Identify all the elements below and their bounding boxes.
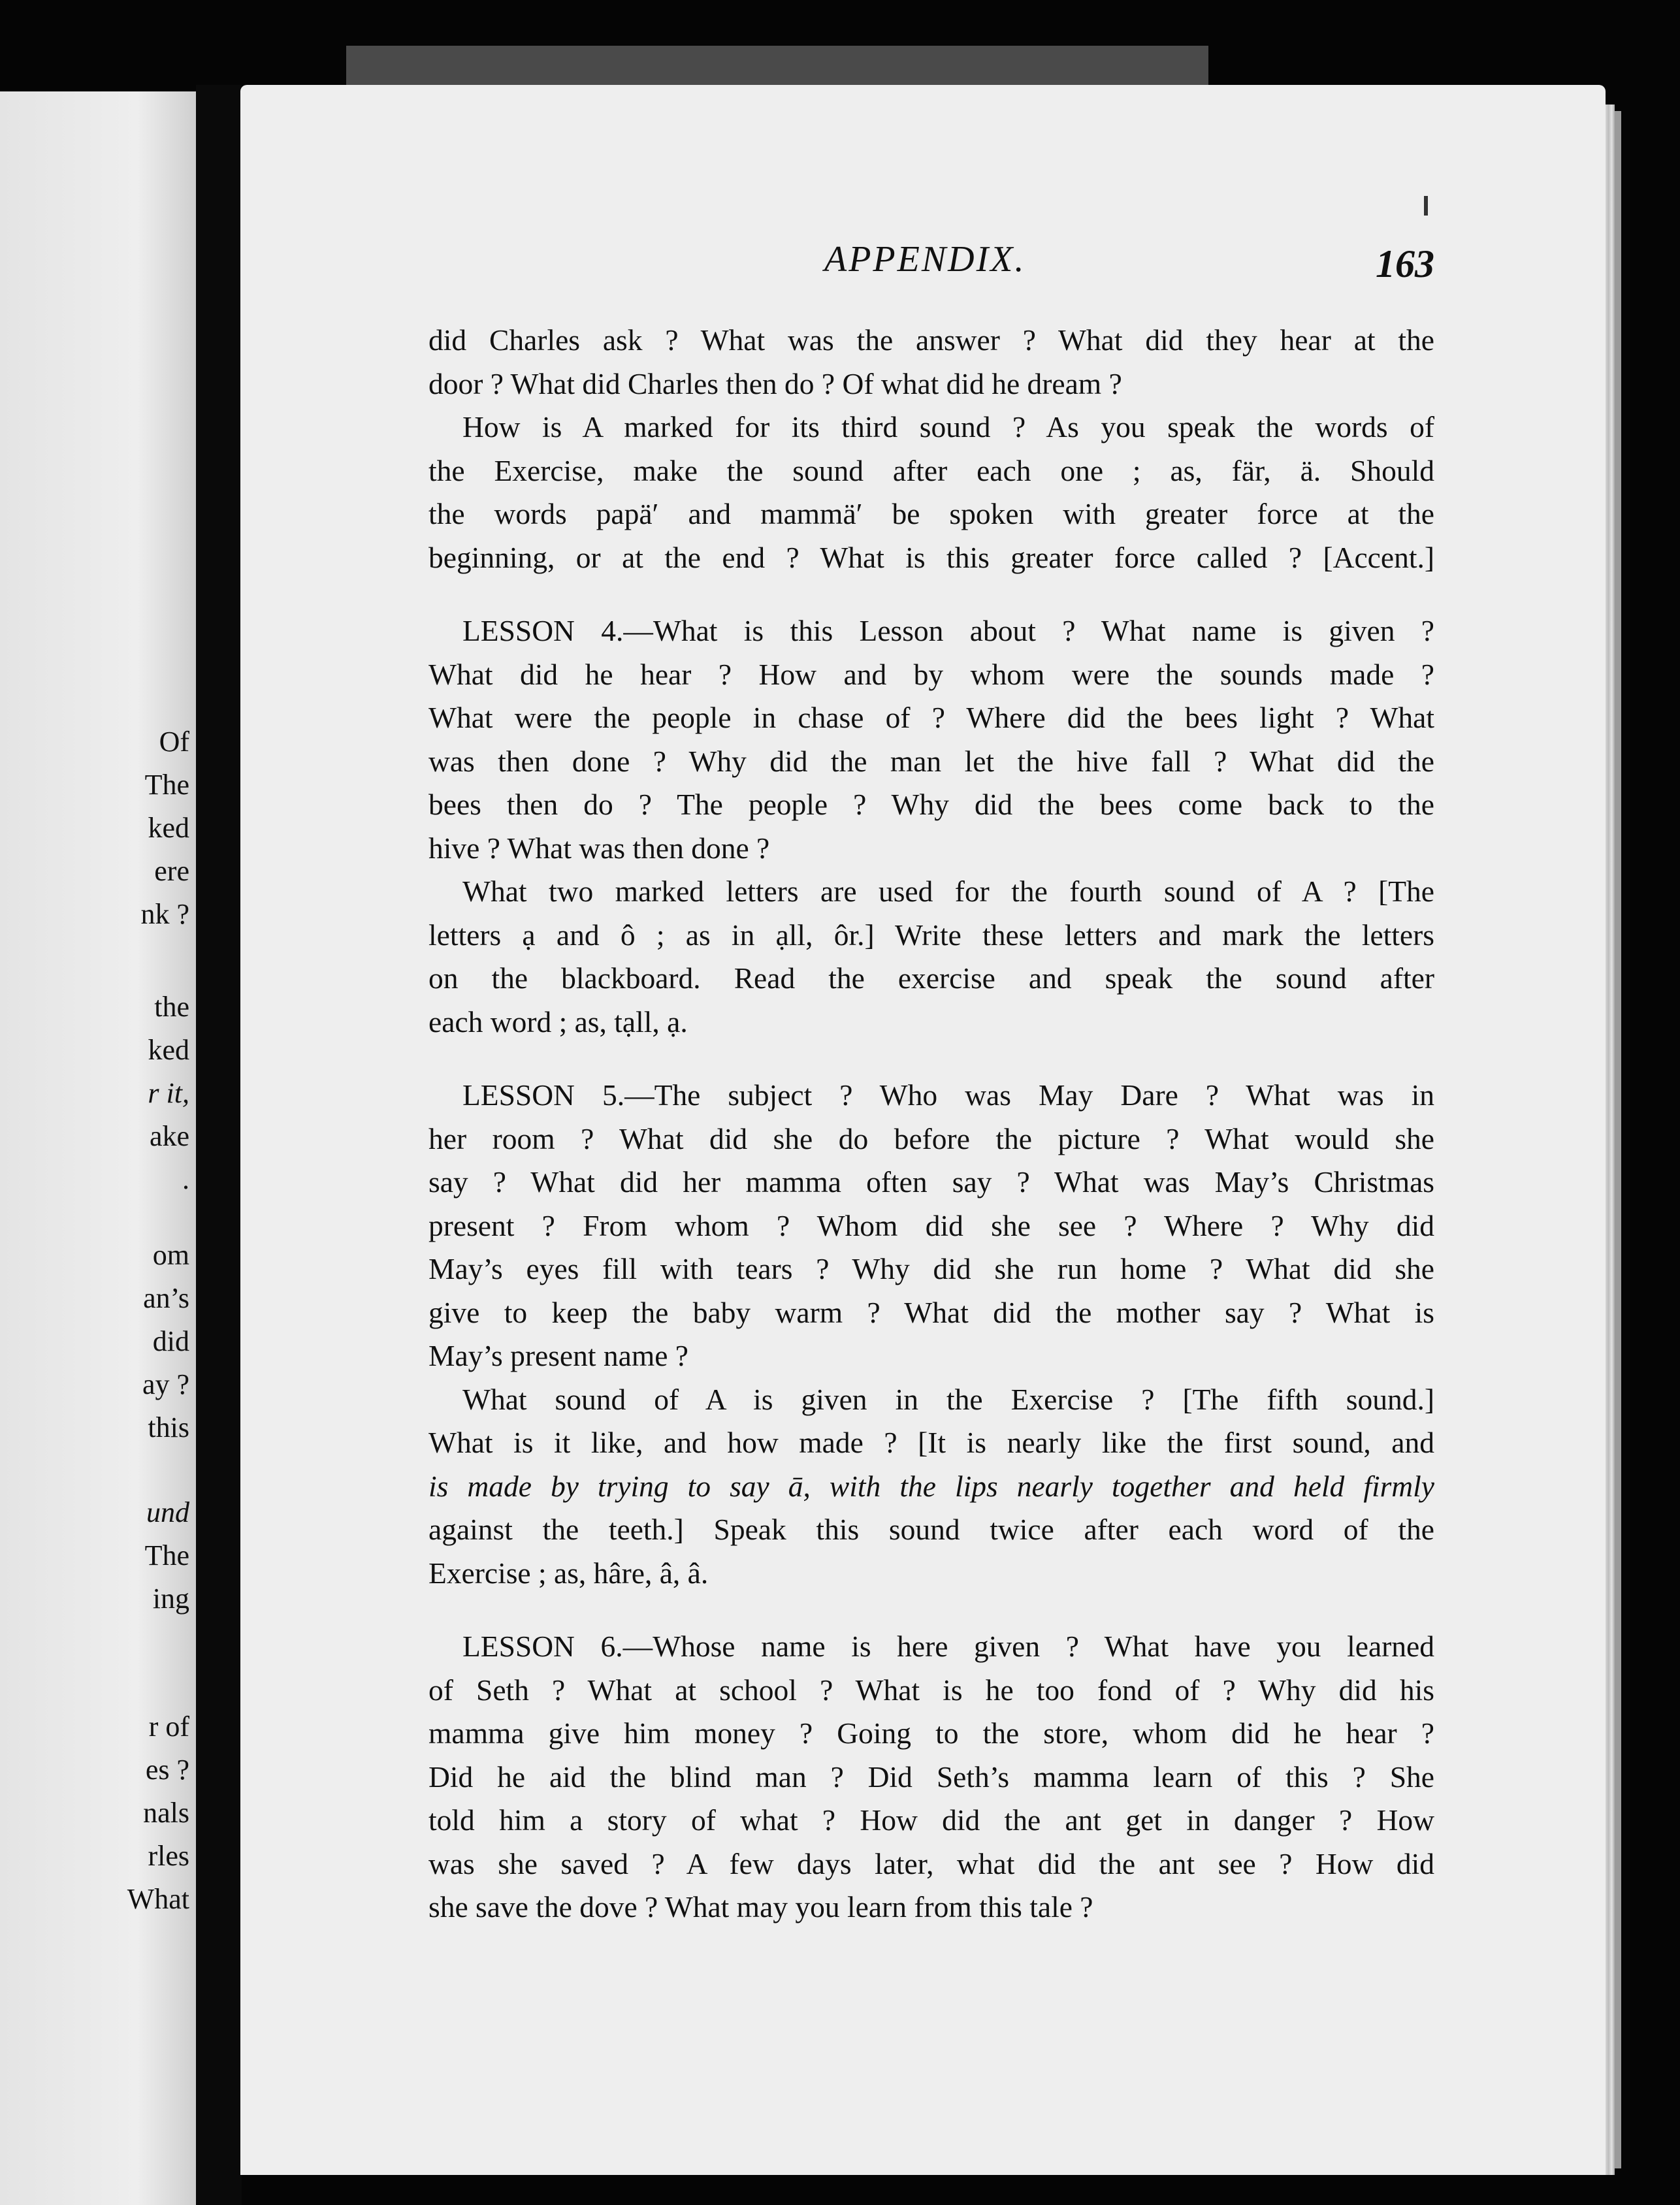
left-fragment: What [127, 1883, 189, 1915]
text-line: Did he aid the blind man ? Did Seth’s mamma learn of this ? She [428, 1760, 1434, 1794]
left-fragment: und [146, 1496, 189, 1528]
running-header: APPENDIX. [824, 239, 1026, 280]
left-fragment: ked [148, 1034, 189, 1066]
text-line: door ? What did Charles then do ? Of what did he dream ? [428, 366, 1122, 400]
text-line: LESSON 6.—Whose name is here given ? What have you learned [462, 1630, 1434, 1663]
text-line: the words papä′ and mammä′ be spoken with greater force at the [428, 497, 1434, 530]
text-line: hive ? What was then done ? [428, 831, 770, 865]
text-line: give to keep the baby warm ? What did the mother say ? What is [428, 1295, 1434, 1329]
scan-mark [1424, 196, 1428, 216]
left-fragment: nals [143, 1797, 189, 1829]
page-edge-shadow [1615, 111, 1621, 2168]
paragraph [428, 406, 1434, 579]
left-page [0, 91, 196, 2205]
text-line: beginning, or at the end ? What is this greater force called ? [Accent.] [428, 540, 1434, 574]
text-line: each word ; as, tạll, ạ. [428, 1005, 688, 1038]
page-body [428, 319, 1434, 1929]
text-line: on the blackboard. Read the exercise and speak the sound after [428, 961, 1434, 995]
left-fragment: ake [149, 1120, 189, 1152]
text-line: How is A marked for its third sound ? As you speak the words of [462, 410, 1434, 443]
left-fragment: Of [159, 726, 189, 758]
left-fragment: The [144, 1539, 189, 1571]
text-line: May’s present name ? [428, 1339, 688, 1372]
text-line: present ? From whom ? Whom did she see ? Where ? Why did [428, 1208, 1434, 1242]
left-fragment: this [148, 1411, 189, 1443]
left-fragment: ked [148, 812, 189, 844]
paragraph [428, 1625, 1434, 1929]
paragraph [428, 1074, 1434, 1378]
left-fragment: ay ? [142, 1368, 189, 1400]
page-edge [1606, 105, 1615, 2175]
text-line: did Charles ask ? What was the answer ? What did they hear at the [428, 323, 1434, 357]
left-fragment: r of [148, 1711, 189, 1743]
text-line: What two marked letters are used for the fourth sound of A ? [The [462, 875, 1434, 908]
left-fragment: . [182, 1163, 189, 1195]
text-line: she save the dove ? What may you learn from this tale ? [428, 1890, 1093, 1923]
left-fragment: ing [152, 1583, 189, 1615]
text-line: May’s eyes fill with tears ? Why did she run home ? What did she [428, 1252, 1434, 1285]
left-fragment: r it, [148, 1077, 189, 1109]
left-fragment: ere [154, 855, 189, 887]
paragraph [428, 1378, 1434, 1596]
left-fragment: did [152, 1325, 189, 1357]
paragraph [428, 870, 1434, 1044]
left-fragment: om [152, 1239, 189, 1271]
text-line: against the teeth.] Speak this sound twice after each word of the [428, 1513, 1434, 1546]
text-line: was then done ? Why did the man let the hive fall ? What did the [428, 744, 1434, 778]
text-line: is made by trying to say ā, with the lips nearly together and held firmly [428, 1469, 1434, 1503]
left-fragment: The [144, 769, 189, 801]
text-line: LESSON 4.—What is this Lesson about ? What name is given ? [462, 614, 1434, 647]
book-gutter [196, 85, 242, 2205]
text-line: say ? What did her mamma often say ? What was May’s Christmas [428, 1165, 1434, 1199]
text-line: What were the people in chase of ? Where did the bees light ? What [428, 701, 1434, 734]
text-line: told him a story of what ? How did the ant get in danger ? How [428, 1803, 1434, 1837]
left-fragment: nk ? [140, 898, 189, 930]
left-fragment: es ? [145, 1754, 189, 1786]
text-line: the Exercise, make the sound after each one ; as, fär, ä. Should [428, 453, 1434, 487]
left-fragment: the [154, 991, 189, 1023]
text-line: bees then do ? The people ? Why did the bees come back to the [428, 788, 1434, 821]
text-line: was she saved ? A few days later, what did the ant see ? How did [428, 1846, 1434, 1880]
text-line: letters ạ and ô ; as in ạll, ôr.] Write these letters and mark the letters [428, 918, 1434, 952]
paragraph [428, 609, 1434, 870]
text-line: What did he hear ? How and by whom were the sounds made ? [428, 657, 1434, 691]
text-line: Exercise ; as, hâre, â, â. [428, 1556, 709, 1590]
text-line: What is it like, and how made ? [It is nearly like the first sound, and [428, 1426, 1434, 1459]
page-number: 163 [1376, 242, 1434, 285]
text-line: LESSON 5.—The subject ? Who was May Dare ? What was in [462, 1078, 1434, 1112]
text-line: of Seth ? What at school ? What is he too fond of ? Why did his [428, 1673, 1434, 1707]
paragraph [428, 319, 1434, 406]
text-line: her room ? What did she do before the picture ? What would she [428, 1121, 1434, 1155]
text-line: What sound of A is given in the Exercise ? [The fifth sound.] [462, 1382, 1434, 1416]
left-fragment: an’s [143, 1282, 189, 1314]
left-fragment: rles [148, 1840, 189, 1872]
text-line: mamma give him money ? Going to the store, whom did he hear ? [428, 1716, 1434, 1750]
